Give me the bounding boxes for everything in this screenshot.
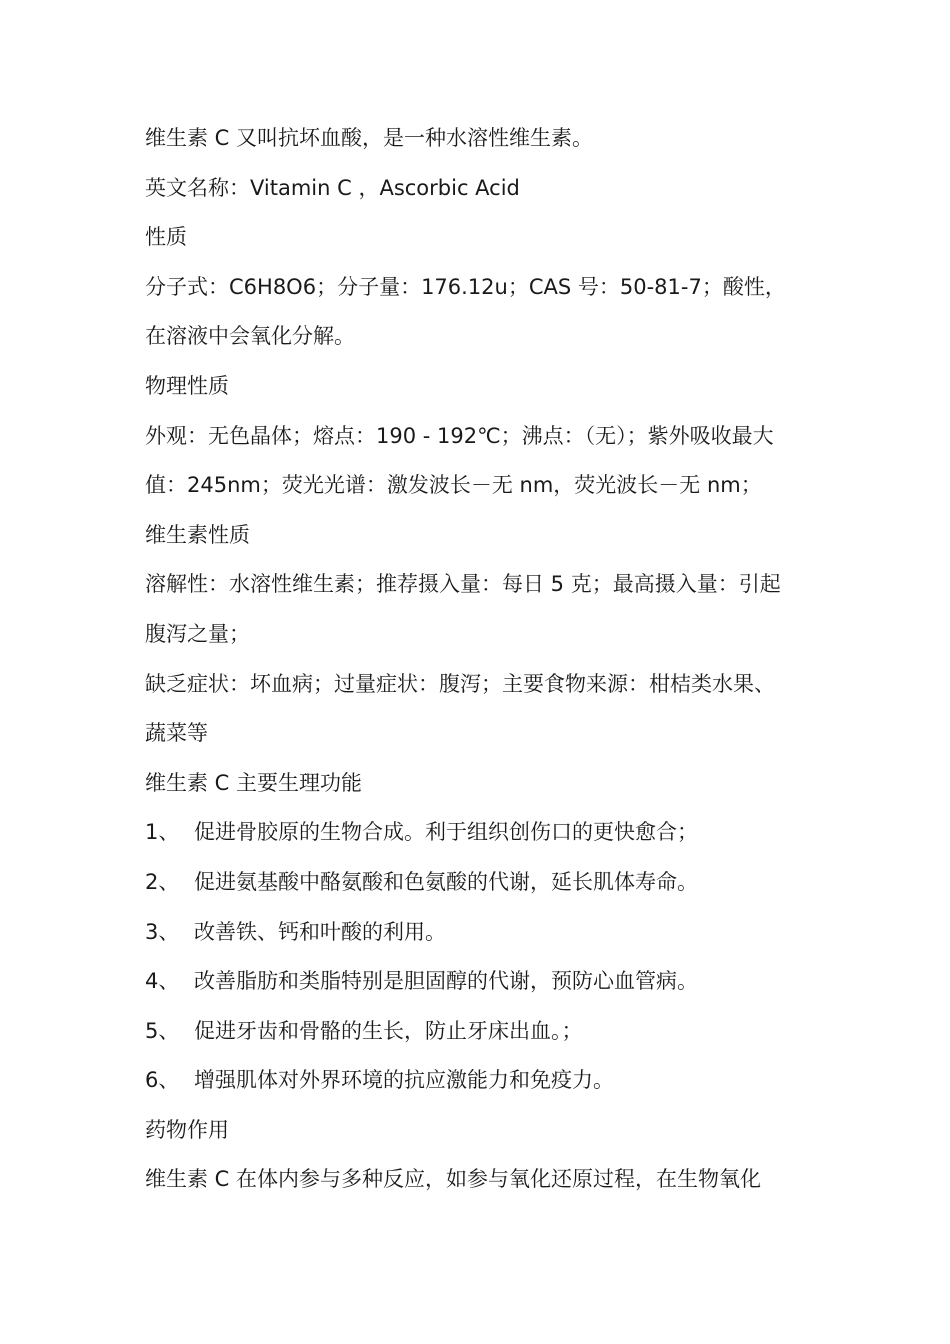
list-item-text: 促进氨基酸中酪氨酸和色氨酸的代谢，延长肌体寿命。: [194, 869, 698, 894]
drug-action-text: 维生素 C 在体内参与多种反应，如参与氧化还原过程，在生物氧化: [145, 1167, 762, 1192]
list-item-text: 改善铁、钙和叶酸的利用。: [194, 919, 446, 944]
list-item-number: 1、: [145, 820, 180, 845]
drug-action-heading: 药物作用: [145, 1117, 229, 1142]
list-item-text: 促进骨胶原的生物合成。利于组织创伤口的更快愈合；: [194, 820, 698, 845]
appearance-line-2: 值：245nm；荧光光谱：激发波长－无 nm，荧光波长－无 nm；: [145, 473, 762, 498]
list-item-number: 5、: [145, 1018, 180, 1043]
list-item: [145, 1007, 815, 1057]
list-item-number: 2、: [145, 869, 180, 894]
list-item-number: 4、: [145, 969, 180, 994]
list-item: [145, 957, 815, 1007]
list-item-text: 改善脂肪和类脂特别是胆固醇的代谢，预防心血管病。: [194, 969, 698, 994]
physical-properties-heading: 物理性质: [145, 373, 229, 398]
solubility-line: 溶解性：水溶性维生素；推荐摄入量：每日 5 克；最高摄入量：引起: [145, 572, 781, 597]
list-item-text: 促进牙齿和骨骼的生长，防止牙床出血。；: [194, 1018, 583, 1043]
functions-heading: 维生素 C 主要生理功能: [145, 770, 363, 795]
list-item: [145, 808, 815, 858]
list-item: [145, 908, 815, 958]
list-item: [145, 858, 815, 908]
molecular-info-line-2: 在溶液中会氧化分解。: [145, 324, 355, 349]
appearance-line: 外观：无色晶体；熔点：190 - 192℃；沸点：（无）；紫外吸收最大: [145, 423, 774, 448]
deficiency-line-2: 蔬菜等: [145, 721, 208, 746]
solubility-line-2: 腹泻之量；: [145, 621, 250, 646]
intro-line: 维生素 C 又叫抗坏血酸，是一种水溶性维生素。: [145, 126, 594, 150]
list-item-number: 3、: [145, 919, 180, 944]
properties-heading: 性质: [145, 225, 187, 250]
molecular-info-line: 分子式：C6H8O6；分子量：176.12u；CAS 号：50-81-7；酸性，: [145, 274, 786, 299]
list-item-number: 6、: [145, 1068, 180, 1093]
english-name-line: 英文名称：Vitamin C ，Ascorbic Acid: [145, 175, 520, 200]
vitamin-properties-heading: 维生素性质: [145, 522, 250, 547]
deficiency-line: 缺乏症状：坏血病；过量症状：腹泻；主要食物来源：柑桔类水果、: [145, 671, 775, 696]
list-item-text: 增强肌体对外界环境的抗应激能力和免疫力。: [194, 1068, 614, 1093]
document-body: [145, 114, 815, 1205]
list-item: [145, 1056, 815, 1106]
